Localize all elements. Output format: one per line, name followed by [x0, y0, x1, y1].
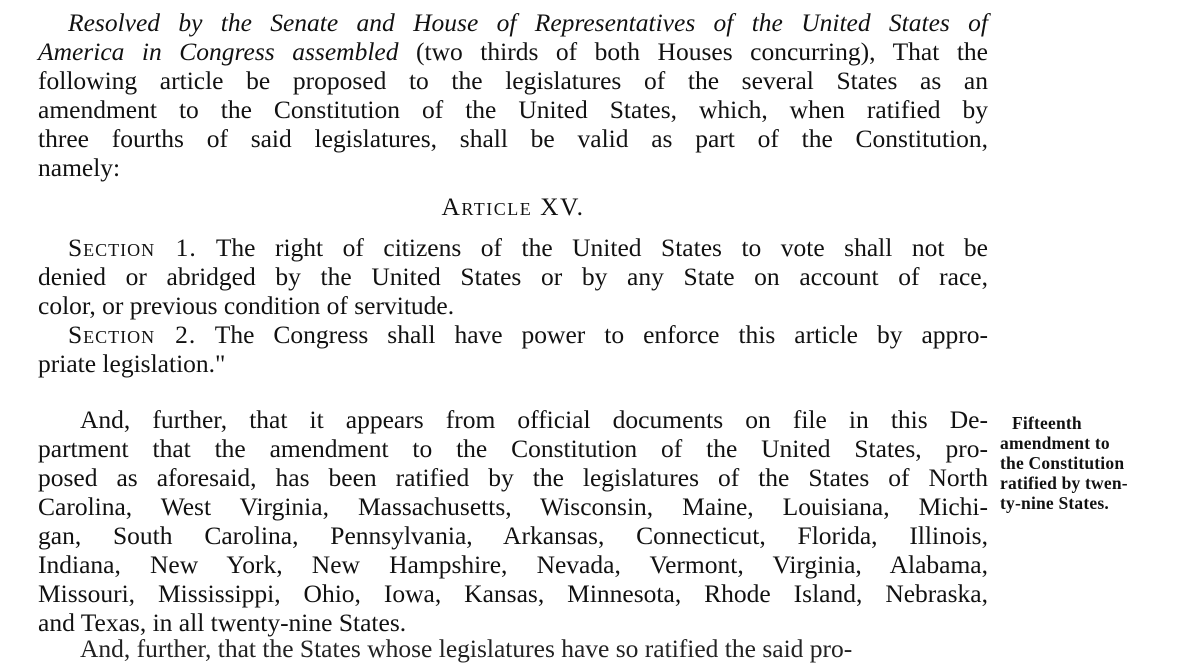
margin-note-line-1: Fifteenth: [1012, 413, 1082, 433]
section-2-line-2: priate legislation.": [38, 349, 226, 378]
ratification-line-8: and Texas, in all twenty-nine States.: [38, 608, 407, 637]
resolution-line-2: [38, 37, 988, 66]
resolution-line-4: amendment to the Constitution of the United States, which, when ratified by: [38, 95, 988, 124]
resolution-line-6: namely:: [38, 153, 121, 182]
ratification-line-9-text: And, further, that the States whose legislatures have so ratified the said pro-: [80, 634, 853, 663]
margin-note-line-4: ratified by twen-: [1000, 473, 1128, 493]
ratification-line-4: Carolina, West Virginia, Massachusetts, Wisconsin, Maine, Louisiana, Michi-: [38, 492, 988, 521]
section-1-line-2: denied or abridged by the United States or by any State on account of race,: [38, 262, 988, 291]
section-1-line-3: color, or previous condition of servitude.: [38, 291, 455, 320]
article-heading: Article XV.: [441, 192, 585, 221]
ratification-line-2: partment that the amendment to the Constitution of the United States, pro-: [38, 434, 988, 463]
resolution-line-2-italic: America in Congress assembled: [38, 37, 399, 66]
section-1-label: Section 1.: [68, 233, 197, 262]
section-2-label: Section 2.: [68, 320, 197, 349]
section-2-line-1: [68, 320, 988, 349]
resolution-line-5: three fourths of said legislatures, shall be valid as part of the Constitution,: [38, 124, 988, 153]
ratification-line-7: Missouri, Mississippi, Ohio, Iowa, Kansas, Minnesota, Rhode Island, Nebraska,: [38, 579, 988, 608]
section-1-line-1-text: The right of citizens of the United States to vote shall not be: [196, 233, 988, 262]
margin-note-line-3: the Constitution: [1000, 453, 1125, 473]
section-2-line-1-text: The Congress shall have power to enforce this article by appro-: [196, 320, 988, 349]
resolution-line-2-rest: (two thirds of both Houses concurring), That the: [398, 37, 988, 66]
margin-note: [1000, 413, 1190, 513]
margin-note-line-5: ty-nine States.: [1000, 493, 1109, 513]
ratification-line-9-cut: [38, 634, 988, 663]
margin-note-line-2: amendment to: [1000, 433, 1110, 453]
ratification-line-3: posed as aforesaid, has been ratified by the legislatures of the States of North: [38, 463, 988, 492]
section-1-line-1: [68, 233, 988, 262]
resolution-line-3: following article be proposed to the legislatures of the several States as an: [38, 66, 988, 95]
ratification-line-1: And, further, that it appears from official documents on file in this De-: [80, 405, 988, 434]
ratification-line-6: Indiana, New York, New Hampshire, Nevada, Vermont, Virginia, Alabama,: [38, 550, 988, 579]
resolution-line-1: [68, 8, 988, 37]
ratification-line-5: gan, South Carolina, Pennsylvania, Arkansas, Connecticut, Florida, Illinois,: [38, 521, 988, 550]
resolution-line-1-text: Resolved by the Senate and House of Representatives of the United States of: [68, 8, 988, 37]
